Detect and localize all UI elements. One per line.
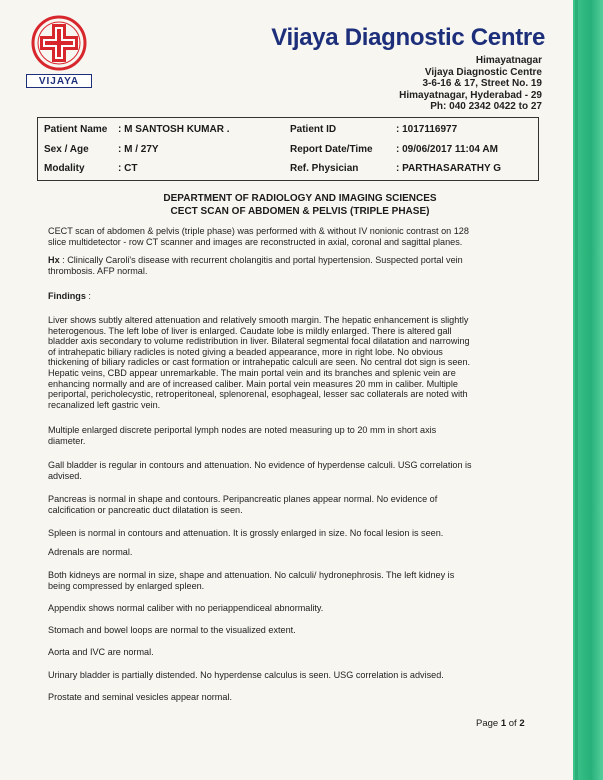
adrenals-line: Adrenals are normal. bbox=[48, 547, 133, 557]
liver-line: of intrahepatic biliary radicles is noted giving a beaded appearance, more in right lobe. No obvious bbox=[48, 346, 443, 357]
green-border-strip bbox=[573, 0, 603, 780]
history-line: thrombosis. AFP normal. bbox=[48, 265, 148, 276]
vijaya-logo bbox=[26, 14, 92, 90]
department-title: DEPARTMENT OF RADIOLOGY AND IMAGING SCIENCES bbox=[163, 193, 437, 204]
liver-line: recanalized left gastric vein. bbox=[48, 399, 161, 410]
scan-title: CECT SCAN OF ABDOMEN & PELVIS (TRIPLE PHASE) bbox=[170, 206, 430, 217]
prostate-paragraph bbox=[48, 692, 540, 703]
bowel-line: Stomach and bowel loops are normal to the visualized extent. bbox=[48, 625, 296, 635]
address-line1: 3-6-16 & 17, Street No. 19 bbox=[422, 78, 542, 89]
findings-heading-line bbox=[48, 291, 540, 302]
branch-name: Himayatnagar bbox=[475, 55, 542, 66]
logo-wordmark: VIJAYA bbox=[26, 74, 92, 88]
appendix-line: Appendix shows normal caliber with no periappendiceal abnormality. bbox=[48, 603, 324, 613]
gall-line: advised. bbox=[48, 470, 82, 481]
bowel-paragraph bbox=[48, 625, 540, 636]
patient-id-value: : 1017116977 bbox=[396, 124, 458, 135]
report-date-value: : 09/06/2017 11:04 AM bbox=[396, 144, 498, 155]
pancreas-paragraph bbox=[48, 494, 540, 515]
page-number: 1 bbox=[500, 718, 507, 729]
page-indicator bbox=[476, 718, 525, 729]
patient-row-1 bbox=[38, 120, 538, 140]
appendix-paragraph bbox=[48, 603, 540, 614]
sex-age-label: Sex / Age bbox=[44, 144, 89, 155]
kidneys-line: Both kidneys are normal in size, shape and attenuation. No calculi/ hydronephrosis. The left kidney is bbox=[48, 570, 455, 580]
gall-bladder-paragraph bbox=[48, 460, 540, 481]
patient-id-label: Patient ID bbox=[290, 124, 337, 135]
bladder-paragraph bbox=[48, 670, 540, 681]
nodes-line: diameter. bbox=[48, 435, 86, 446]
patient-row-2 bbox=[38, 140, 538, 160]
hx-label: Hx bbox=[48, 255, 60, 265]
liver-line: Hepatic veins, CBD appear unremarkable. The main portal vein and its branches and splenic vein are bbox=[48, 367, 456, 378]
spleen-line: Spleen is normal in contours and attenuation. It is grossly enlarged in size. No focal lesion is seen. bbox=[48, 528, 444, 538]
bladder-line: Urinary bladder is partially distended. No hyperdense calculus is seen. USG correlation is advised. bbox=[48, 670, 444, 680]
ref-physician-label: Ref. Physician bbox=[290, 163, 359, 174]
history-line bbox=[48, 255, 540, 266]
liver-paragraph bbox=[48, 315, 540, 410]
patient-row-3 bbox=[38, 159, 538, 179]
phone-number: Ph: 040 2342 0422 to 27 bbox=[430, 101, 542, 112]
liver-line: heterogenous. The left lobe of liver is enlarged. Caudate lobe is mildly enlarged. There is altered gall bbox=[48, 325, 452, 336]
liver-line: Liver shows subtly altered attenuation and relatively smooth margin. The hepatic enhancement is slightly bbox=[48, 315, 469, 325]
prostate-line: Prostate and seminal vesicles appear normal. bbox=[48, 692, 232, 702]
hx-text: : Clinically Caroli's disease with recurrent cholangitis and portal hypertension. Suspected portal vein bbox=[59, 255, 463, 265]
findings-label: Findings bbox=[48, 291, 86, 301]
lymph-nodes-paragraph bbox=[48, 425, 540, 446]
brand-name: Vijaya Diagnostic Centre bbox=[271, 24, 545, 51]
nodes-line: Multiple enlarged discrete periportal lymph nodes are noted measuring up to 20 mm in short axis bbox=[48, 425, 437, 435]
gall-line: Gall bladder is regular in contours and attenuation. No evidence of hyperdense calculi. USG correlation is bbox=[48, 460, 472, 470]
findings-heading bbox=[48, 291, 540, 302]
liver-line: periportal, pericholecystic, retroperitoneal, splenorenal, esophageal, lesser sac collaterals are noted with bbox=[48, 389, 468, 400]
patient-name-label: Patient Name bbox=[44, 124, 108, 135]
history-paragraph bbox=[48, 255, 540, 276]
liver-line: thickening of biliary radicles or cast formation or intrahepatic calculi are seen. No central dot sign is seen. bbox=[48, 357, 471, 368]
pancreas-line: Pancreas is normal in shape and contours. Peripancreatic planes appear normal. No evidence of bbox=[48, 494, 438, 504]
liver-line: bladder axis secondary to volume redistribution in liver. Bilateral segmental focal dilatation and narrowing bbox=[48, 336, 470, 347]
page-word: Page bbox=[476, 718, 499, 729]
address-line2: Himayatnagar, Hyderabad - 29 bbox=[399, 89, 542, 101]
kidneys-paragraph bbox=[48, 570, 540, 591]
report-date-label: Report Date/Time bbox=[290, 144, 373, 155]
spleen-paragraph bbox=[48, 528, 540, 539]
intro-line: slice multidetector - row CT scanner and images are reconstructed in axial, coronal and sagittal planes. bbox=[48, 236, 463, 247]
page-total: 2 bbox=[519, 718, 525, 729]
address-name: Vijaya Diagnostic Centre bbox=[424, 66, 542, 78]
findings-colon: : bbox=[85, 291, 91, 301]
adrenals-paragraph bbox=[48, 547, 540, 558]
patient-info-box bbox=[37, 117, 539, 181]
pancreas-line: calcification or pancreatic duct dilatation is seen. bbox=[48, 504, 243, 515]
intro-paragraph bbox=[48, 226, 540, 247]
ref-physician-value: : PARTHASARATHY G bbox=[396, 163, 501, 174]
kidneys-line: being compressed by enlarged spleen. bbox=[48, 580, 205, 591]
cross-emblem-icon bbox=[26, 14, 92, 74]
aorta-paragraph bbox=[48, 647, 540, 658]
patient-name-value: : M SANTOSH KUMAR . bbox=[118, 124, 230, 135]
intro-line: CECT scan of abdomen & pelvis (triple phase) was performed with & without IV nonionic contrast on 128 bbox=[48, 226, 469, 236]
of-word: of bbox=[508, 718, 517, 729]
modality-label: Modality bbox=[44, 163, 85, 174]
sex-age-value: : M / 27Y bbox=[118, 144, 159, 155]
centre-address bbox=[330, 55, 542, 113]
aorta-line: Aorta and IVC are normal. bbox=[48, 647, 154, 657]
liver-line: enhancing normally and are of increased caliber. Main portal vein measures 20 mm in caliber. Multiple bbox=[48, 378, 458, 389]
modality-value: : CT bbox=[118, 163, 138, 174]
